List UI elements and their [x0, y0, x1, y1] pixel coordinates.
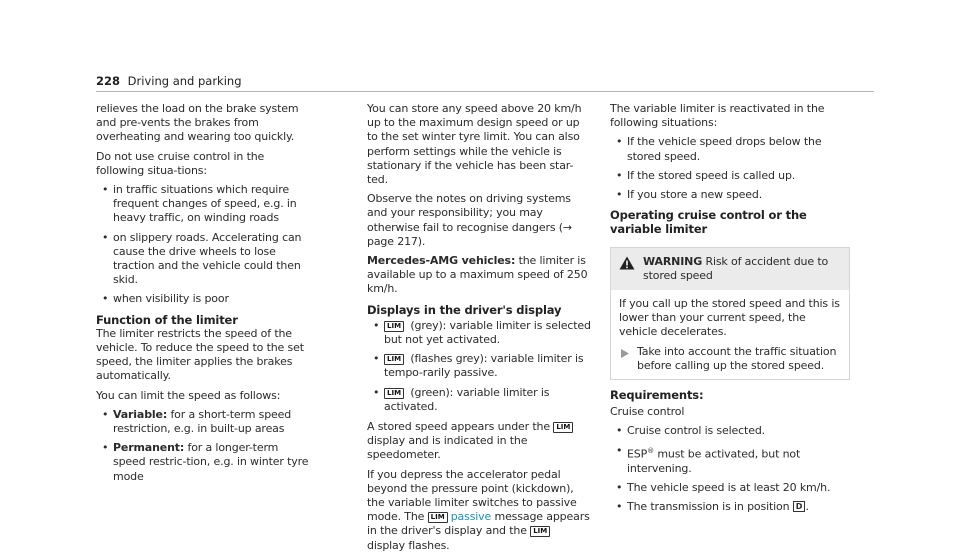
- text-run: message appears in the driver's display and the: [367, 510, 590, 538]
- text-run: display flashes.: [367, 538, 450, 552]
- req-text: Cruise control is selected.: [627, 424, 766, 438]
- lim-icon: LIM: [384, 388, 404, 399]
- lim-icon: LIM: [530, 526, 550, 537]
- passive-message: passive: [450, 510, 492, 524]
- warning-action: [619, 345, 841, 373]
- mode-list: [96, 408, 314, 484]
- display-item-text: (grey): variable limiter is selected but not yet activated.: [384, 318, 591, 347]
- list-item: [367, 386, 592, 414]
- paragraph: Cruise control: [610, 405, 685, 419]
- list-item: [610, 424, 850, 438]
- paragraph: [367, 420, 592, 463]
- warning-title: [643, 255, 841, 283]
- mode-text: for a longer-term speed restric-tion, e.g. in winter tyre mode: [113, 441, 309, 483]
- list-item: [96, 441, 314, 484]
- lim-icon: LIM: [384, 354, 404, 365]
- display-item-text: (green): variable limiter is activated.: [384, 385, 550, 413]
- reactivate-list: [610, 135, 850, 202]
- heading-requirements: Requirements:: [610, 388, 704, 403]
- action-arrow-icon: [621, 348, 629, 362]
- paragraph: If you call up the stored speed and this is lower than your current speed, the vehicle decelerates.: [619, 297, 840, 339]
- req-text: The vehicle speed is at least 20 km/h.: [627, 480, 831, 494]
- paragraph: [367, 468, 592, 553]
- gear-d-icon: D: [793, 501, 806, 512]
- warning-box: [610, 247, 850, 380]
- list-item: • If the stored speed is called up.: [610, 169, 850, 183]
- list-item: • in traffic situations which require frequent changes of speed, e.g. in heavy traffic, on winding roads: [96, 183, 314, 226]
- list-item: • If you store a new speed.: [610, 188, 850, 202]
- text-run: A stored speed appears under the: [367, 420, 554, 434]
- text-run: display and is indicated in the speedometer.: [367, 434, 528, 462]
- req-text: must be activated, but not intervening.: [627, 447, 801, 475]
- page-header: [96, 74, 242, 88]
- amg-label: Mercedes-AMG vehicles:: [367, 254, 516, 268]
- warning-header: [611, 248, 849, 290]
- page-number: 228: [96, 74, 121, 88]
- warning-label: WARNING: [643, 254, 703, 268]
- mode-label: Permanent:: [113, 441, 185, 455]
- lim-icon: LIM: [428, 512, 448, 523]
- mode-text: for a short-term speed restriction, e.g. in built-up areas: [113, 407, 292, 436]
- paragraph: [367, 254, 592, 297]
- list-item: [367, 352, 592, 380]
- paragraph: Observe the notes on driving systems and your responsibility; you may otherwise fail to recognise dangers (→ page 217).: [367, 192, 572, 248]
- list-item: [610, 481, 850, 495]
- req-text: The transmission is in position: [627, 499, 793, 513]
- display-list: [367, 319, 592, 414]
- requirements-list: [610, 424, 850, 514]
- req-text: ESP: [627, 447, 648, 461]
- paragraph: You can store any speed above 20 km/h up to the maximum design speed or up to the set winter tyre limit. You can also perform settings while the vehicle is stationary if the vehicle has been star-ted.: [367, 102, 582, 187]
- lim-icon: LIM: [384, 321, 404, 332]
- paragraph: Do not use cruise control in the following situa-tions:: [96, 149, 265, 177]
- req-text: .: [805, 499, 809, 513]
- section-title: Driving and parking: [127, 74, 242, 88]
- column-left: [96, 102, 314, 490]
- heading-display: Displays in the driver's display: [367, 302, 562, 317]
- amg-text: the limiter is available up to a maximum speed of 250 km/h.: [367, 254, 588, 296]
- heading-operating: Operating cruise control or the variable limiter: [610, 208, 807, 237]
- list-item: [367, 319, 592, 347]
- warning-body: [611, 290, 849, 379]
- paragraph: The variable limiter is reactivated in the following situations:: [610, 102, 825, 130]
- lim-icon: LIM: [553, 422, 573, 433]
- registered-mark: ®: [647, 446, 654, 455]
- column-right: [610, 102, 850, 520]
- mode-label: Variable:: [113, 407, 168, 421]
- column-middle: [367, 102, 592, 558]
- list-item: • when visibility is poor: [96, 292, 314, 306]
- list-item: • If the vehicle speed drops below the stored speed.: [610, 135, 850, 163]
- list-item: • on slippery roads. Accelerating can cause the drive wheels to lose traction and the vehicle could then skid.: [96, 231, 314, 288]
- header-rule: [96, 91, 874, 92]
- text-run: If you depress the accelerator pedal beyond the pressure point (kickdown), the variable limiter switches to passive mode. The: [367, 467, 577, 524]
- list-item: [610, 444, 850, 476]
- paragraph: relieves the load on the brake system and pre-vents the brakes from overheating and wearing too quickly.: [96, 102, 299, 144]
- situation-list: [96, 183, 314, 307]
- display-item-text: (flashes grey): variable limiter is tempo-rarily passive.: [384, 352, 584, 380]
- list-item: [96, 408, 314, 436]
- heading-function: Function of the limiter: [96, 312, 238, 327]
- paragraph: You can limit the speed as follows:: [96, 388, 281, 402]
- list-item: [610, 500, 850, 514]
- warning-action-text: Take into account the traffic situation before calling up the stored speed.: [637, 344, 837, 372]
- warning-triangle-icon: [619, 256, 637, 274]
- warning-title-text: Risk of accident due to stored speed: [643, 254, 829, 282]
- paragraph: The limiter restricts the speed of the vehicle. To reduce the speed to the set speed, the limiter applies the brakes automatically.: [96, 326, 304, 383]
